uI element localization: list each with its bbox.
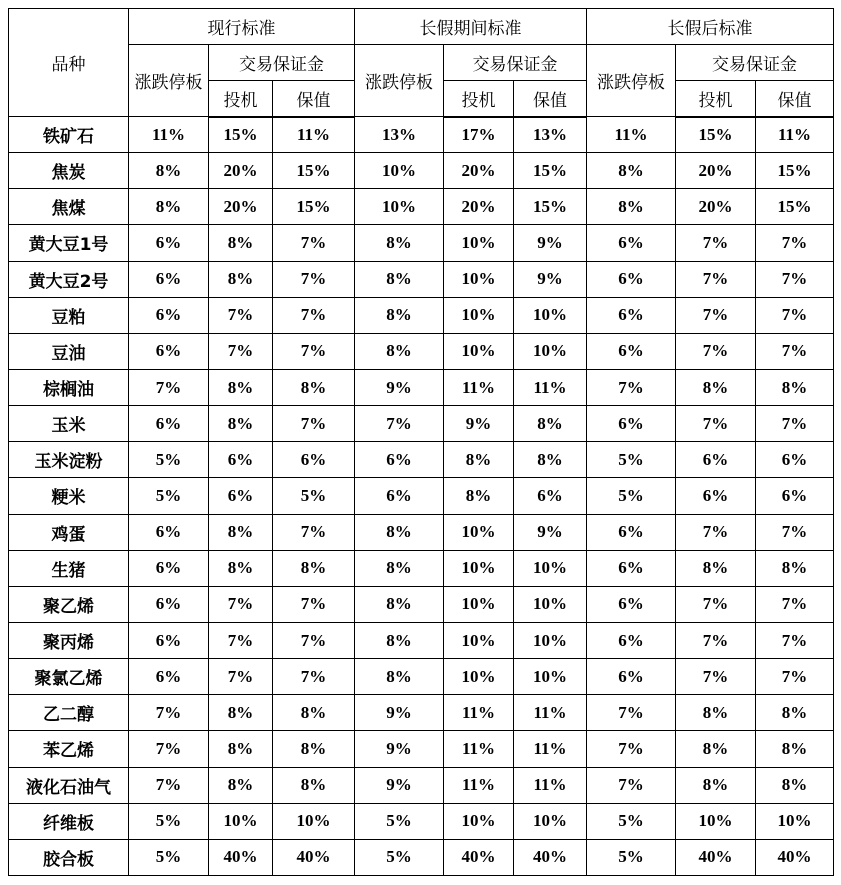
cell-holiday-hedge: 10% xyxy=(514,803,587,839)
cell-current-hedge: 7% xyxy=(273,225,355,261)
variety-name: 纤维板 xyxy=(9,803,129,839)
cell-post-spec: 10% xyxy=(676,803,756,839)
cell-holiday-limit: 8% xyxy=(355,586,444,622)
cell-post-hedge: 7% xyxy=(756,333,834,369)
cell-post-hedge: 8% xyxy=(756,767,834,803)
header-spec-current: 投机 xyxy=(209,81,273,117)
cell-holiday-spec: 17% xyxy=(444,117,514,153)
cell-current-limit: 6% xyxy=(129,261,209,297)
table-row xyxy=(9,225,834,261)
cell-post-spec: 7% xyxy=(676,333,756,369)
cell-holiday-spec: 8% xyxy=(444,442,514,478)
cell-post-spec: 7% xyxy=(676,225,756,261)
cell-holiday-spec: 11% xyxy=(444,731,514,767)
table-header xyxy=(9,9,834,117)
variety-name: 焦炭 xyxy=(9,153,129,189)
header-variety: 品种 xyxy=(9,9,129,117)
cell-current-limit: 7% xyxy=(129,369,209,405)
cell-current-limit: 6% xyxy=(129,225,209,261)
cell-holiday-spec: 10% xyxy=(444,297,514,333)
header-spec-post: 投机 xyxy=(676,81,756,117)
cell-post-hedge: 8% xyxy=(756,550,834,586)
header-margin-current: 交易保证金 xyxy=(209,45,355,81)
cell-holiday-spec: 10% xyxy=(444,333,514,369)
cell-post-spec: 6% xyxy=(676,478,756,514)
cell-post-hedge: 7% xyxy=(756,225,834,261)
table-row xyxy=(9,297,834,333)
cell-current-limit: 5% xyxy=(129,839,209,875)
cell-post-spec: 8% xyxy=(676,731,756,767)
cell-current-limit: 6% xyxy=(129,297,209,333)
cell-holiday-limit: 9% xyxy=(355,731,444,767)
cell-post-limit: 5% xyxy=(587,442,676,478)
cell-holiday-spec: 11% xyxy=(444,695,514,731)
cell-current-limit: 7% xyxy=(129,767,209,803)
table-row xyxy=(9,622,834,658)
cell-current-spec: 6% xyxy=(209,478,273,514)
cell-current-limit: 5% xyxy=(129,442,209,478)
table-row xyxy=(9,550,834,586)
variety-name: 玉米淀粉 xyxy=(9,442,129,478)
cell-current-spec: 7% xyxy=(209,586,273,622)
cell-holiday-spec: 10% xyxy=(444,622,514,658)
table-row xyxy=(9,153,834,189)
cell-current-spec: 20% xyxy=(209,189,273,225)
cell-post-spec: 7% xyxy=(676,261,756,297)
cell-current-hedge: 7% xyxy=(273,297,355,333)
table-row xyxy=(9,406,834,442)
cell-current-spec: 8% xyxy=(209,695,273,731)
cell-current-spec: 8% xyxy=(209,514,273,550)
cell-holiday-spec: 20% xyxy=(444,153,514,189)
header-group-current: 现行标准 xyxy=(129,9,355,45)
cell-post-hedge: 40% xyxy=(756,839,834,875)
variety-name: 玉米 xyxy=(9,406,129,442)
variety-name: 棕榈油 xyxy=(9,369,129,405)
cell-holiday-limit: 8% xyxy=(355,297,444,333)
cell-post-limit: 6% xyxy=(587,622,676,658)
cell-post-limit: 6% xyxy=(587,261,676,297)
cell-current-hedge: 7% xyxy=(273,514,355,550)
cell-holiday-limit: 13% xyxy=(355,117,444,153)
cell-holiday-spec: 8% xyxy=(444,478,514,514)
cell-holiday-hedge: 8% xyxy=(514,442,587,478)
cell-post-limit: 7% xyxy=(587,767,676,803)
cell-current-hedge: 7% xyxy=(273,622,355,658)
cell-current-limit: 7% xyxy=(129,695,209,731)
cell-post-hedge: 7% xyxy=(756,261,834,297)
cell-current-hedge: 15% xyxy=(273,153,355,189)
cell-current-limit: 8% xyxy=(129,153,209,189)
cell-current-spec: 40% xyxy=(209,839,273,875)
cell-holiday-limit: 8% xyxy=(355,622,444,658)
variety-name: 铁矿石 xyxy=(9,117,129,153)
cell-holiday-spec: 40% xyxy=(444,839,514,875)
cell-current-hedge: 11% xyxy=(273,117,355,153)
cell-current-spec: 8% xyxy=(209,731,273,767)
cell-holiday-spec: 10% xyxy=(444,659,514,695)
cell-current-spec: 8% xyxy=(209,369,273,405)
cell-holiday-spec: 10% xyxy=(444,514,514,550)
cell-post-hedge: 7% xyxy=(756,297,834,333)
cell-post-spec: 8% xyxy=(676,369,756,405)
table-row xyxy=(9,803,834,839)
cell-post-hedge: 6% xyxy=(756,442,834,478)
cell-post-limit: 7% xyxy=(587,369,676,405)
header-group-post-holiday: 长假后标准 xyxy=(587,9,834,45)
cell-current-spec: 10% xyxy=(209,803,273,839)
cell-post-limit: 6% xyxy=(587,659,676,695)
cell-holiday-hedge: 10% xyxy=(514,550,587,586)
cell-current-hedge: 7% xyxy=(273,586,355,622)
cell-current-limit: 7% xyxy=(129,731,209,767)
cell-post-limit: 8% xyxy=(587,189,676,225)
cell-holiday-limit: 9% xyxy=(355,695,444,731)
cell-post-spec: 8% xyxy=(676,695,756,731)
cell-holiday-limit: 6% xyxy=(355,442,444,478)
cell-current-hedge: 10% xyxy=(273,803,355,839)
cell-post-spec: 8% xyxy=(676,550,756,586)
cell-current-spec: 8% xyxy=(209,406,273,442)
cell-post-limit: 6% xyxy=(587,514,676,550)
cell-holiday-limit: 10% xyxy=(355,189,444,225)
cell-current-hedge: 7% xyxy=(273,406,355,442)
cell-post-hedge: 7% xyxy=(756,406,834,442)
table-row xyxy=(9,586,834,622)
table-row xyxy=(9,767,834,803)
cell-holiday-hedge: 10% xyxy=(514,333,587,369)
cell-holiday-spec: 10% xyxy=(444,803,514,839)
variety-name: 聚丙烯 xyxy=(9,622,129,658)
cell-post-limit: 5% xyxy=(587,803,676,839)
cell-holiday-spec: 11% xyxy=(444,369,514,405)
cell-holiday-hedge: 11% xyxy=(514,695,587,731)
cell-holiday-spec: 10% xyxy=(444,550,514,586)
cell-current-limit: 6% xyxy=(129,659,209,695)
table-row xyxy=(9,839,834,875)
cell-holiday-limit: 5% xyxy=(355,839,444,875)
cell-current-limit: 11% xyxy=(129,117,209,153)
cell-post-limit: 6% xyxy=(587,550,676,586)
table-row xyxy=(9,189,834,225)
table-row xyxy=(9,514,834,550)
cell-current-hedge: 5% xyxy=(273,478,355,514)
cell-holiday-limit: 8% xyxy=(355,261,444,297)
header-limit-post: 涨跌停板 xyxy=(587,45,676,117)
table-row xyxy=(9,261,834,297)
variety-name: 苯乙烯 xyxy=(9,731,129,767)
cell-post-limit: 6% xyxy=(587,586,676,622)
cell-holiday-hedge: 11% xyxy=(514,369,587,405)
variety-name: 乙二醇 xyxy=(9,695,129,731)
cell-current-hedge: 6% xyxy=(273,442,355,478)
variety-name: 鸡蛋 xyxy=(9,514,129,550)
cell-post-limit: 8% xyxy=(587,153,676,189)
cell-post-limit: 11% xyxy=(587,117,676,153)
cell-current-hedge: 40% xyxy=(273,839,355,875)
table-row xyxy=(9,731,834,767)
variety-name: 胶合板 xyxy=(9,839,129,875)
header-hedge-current: 保值 xyxy=(273,81,355,117)
cell-post-spec: 8% xyxy=(676,767,756,803)
header-limit-holiday: 涨跌停板 xyxy=(355,45,444,117)
cell-current-spec: 8% xyxy=(209,261,273,297)
cell-current-limit: 6% xyxy=(129,333,209,369)
header-hedge-post: 保值 xyxy=(756,81,834,117)
cell-current-spec: 7% xyxy=(209,297,273,333)
header-margin-holiday: 交易保证金 xyxy=(444,45,587,81)
cell-holiday-hedge: 10% xyxy=(514,622,587,658)
variety-name: 粳米 xyxy=(9,478,129,514)
cell-holiday-limit: 6% xyxy=(355,478,444,514)
cell-post-hedge: 8% xyxy=(756,369,834,405)
cell-current-spec: 7% xyxy=(209,333,273,369)
cell-current-limit: 5% xyxy=(129,803,209,839)
cell-post-limit: 5% xyxy=(587,839,676,875)
cell-post-spec: 15% xyxy=(676,117,756,153)
cell-holiday-limit: 8% xyxy=(355,225,444,261)
cell-holiday-hedge: 11% xyxy=(514,767,587,803)
cell-current-spec: 7% xyxy=(209,622,273,658)
cell-post-limit: 6% xyxy=(587,333,676,369)
cell-holiday-limit: 10% xyxy=(355,153,444,189)
header-hedge-holiday: 保值 xyxy=(514,81,587,117)
cell-post-hedge: 7% xyxy=(756,659,834,695)
cell-holiday-limit: 7% xyxy=(355,406,444,442)
cell-current-hedge: 7% xyxy=(273,261,355,297)
cell-holiday-spec: 20% xyxy=(444,189,514,225)
cell-holiday-hedge: 11% xyxy=(514,731,587,767)
variety-name: 焦煤 xyxy=(9,189,129,225)
cell-holiday-spec: 11% xyxy=(444,767,514,803)
cell-current-hedge: 7% xyxy=(273,659,355,695)
cell-current-spec: 7% xyxy=(209,659,273,695)
cell-post-hedge: 8% xyxy=(756,731,834,767)
cell-current-limit: 6% xyxy=(129,550,209,586)
cell-holiday-limit: 5% xyxy=(355,803,444,839)
cell-post-limit: 7% xyxy=(587,731,676,767)
cell-current-limit: 6% xyxy=(129,406,209,442)
cell-post-limit: 5% xyxy=(587,478,676,514)
header-limit-current: 涨跌停板 xyxy=(129,45,209,117)
cell-post-spec: 7% xyxy=(676,406,756,442)
cell-holiday-hedge: 8% xyxy=(514,406,587,442)
variety-name: 生猪 xyxy=(9,550,129,586)
cell-post-hedge: 7% xyxy=(756,622,834,658)
margin-table xyxy=(8,8,834,876)
header-group-holiday: 长假期间标准 xyxy=(355,9,587,45)
cell-post-limit: 7% xyxy=(587,695,676,731)
cell-holiday-spec: 10% xyxy=(444,261,514,297)
cell-post-hedge: 6% xyxy=(756,478,834,514)
cell-post-limit: 6% xyxy=(587,297,676,333)
cell-holiday-hedge: 10% xyxy=(514,659,587,695)
cell-holiday-hedge: 9% xyxy=(514,514,587,550)
table-row xyxy=(9,333,834,369)
cell-current-hedge: 8% xyxy=(273,550,355,586)
cell-holiday-hedge: 15% xyxy=(514,189,587,225)
table-row xyxy=(9,369,834,405)
variety-name: 聚乙烯 xyxy=(9,586,129,622)
cell-post-spec: 7% xyxy=(676,659,756,695)
cell-holiday-spec: 10% xyxy=(444,225,514,261)
variety-name: 黄大豆1号 xyxy=(9,225,129,261)
cell-holiday-hedge: 10% xyxy=(514,586,587,622)
cell-holiday-limit: 8% xyxy=(355,550,444,586)
cell-holiday-limit: 8% xyxy=(355,514,444,550)
table-row xyxy=(9,117,834,153)
variety-name: 豆油 xyxy=(9,333,129,369)
cell-current-spec: 20% xyxy=(209,153,273,189)
cell-current-hedge: 8% xyxy=(273,369,355,405)
header-spec-holiday: 投机 xyxy=(444,81,514,117)
cell-current-limit: 6% xyxy=(129,514,209,550)
cell-current-hedge: 8% xyxy=(273,731,355,767)
cell-post-limit: 6% xyxy=(587,225,676,261)
cell-current-limit: 8% xyxy=(129,189,209,225)
variety-name: 聚氯乙烯 xyxy=(9,659,129,695)
cell-current-limit: 5% xyxy=(129,478,209,514)
cell-current-spec: 8% xyxy=(209,550,273,586)
variety-name: 液化石油气 xyxy=(9,767,129,803)
cell-current-spec: 6% xyxy=(209,442,273,478)
cell-post-spec: 7% xyxy=(676,622,756,658)
cell-holiday-limit: 8% xyxy=(355,659,444,695)
cell-post-hedge: 7% xyxy=(756,514,834,550)
cell-current-hedge: 7% xyxy=(273,333,355,369)
cell-post-spec: 7% xyxy=(676,297,756,333)
cell-post-hedge: 10% xyxy=(756,803,834,839)
cell-current-spec: 8% xyxy=(209,767,273,803)
cell-holiday-hedge: 6% xyxy=(514,478,587,514)
table-row xyxy=(9,442,834,478)
cell-current-hedge: 8% xyxy=(273,695,355,731)
cell-current-spec: 15% xyxy=(209,117,273,153)
cell-post-spec: 20% xyxy=(676,189,756,225)
cell-holiday-spec: 9% xyxy=(444,406,514,442)
cell-post-hedge: 8% xyxy=(756,695,834,731)
cell-holiday-hedge: 9% xyxy=(514,225,587,261)
cell-current-spec: 8% xyxy=(209,225,273,261)
cell-post-spec: 7% xyxy=(676,586,756,622)
cell-holiday-hedge: 9% xyxy=(514,261,587,297)
cell-post-limit: 6% xyxy=(587,406,676,442)
cell-post-hedge: 15% xyxy=(756,153,834,189)
header-margin-post: 交易保证金 xyxy=(676,45,834,81)
table-row xyxy=(9,695,834,731)
cell-holiday-spec: 10% xyxy=(444,586,514,622)
cell-current-hedge: 15% xyxy=(273,189,355,225)
cell-post-hedge: 11% xyxy=(756,117,834,153)
cell-current-limit: 6% xyxy=(129,622,209,658)
cell-post-spec: 6% xyxy=(676,442,756,478)
cell-holiday-hedge: 13% xyxy=(514,117,587,153)
cell-holiday-limit: 9% xyxy=(355,767,444,803)
variety-name: 豆粕 xyxy=(9,297,129,333)
cell-post-spec: 40% xyxy=(676,839,756,875)
cell-current-hedge: 8% xyxy=(273,767,355,803)
cell-current-limit: 6% xyxy=(129,586,209,622)
cell-holiday-limit: 9% xyxy=(355,369,444,405)
cell-holiday-hedge: 15% xyxy=(514,153,587,189)
cell-holiday-hedge: 40% xyxy=(514,839,587,875)
cell-post-spec: 7% xyxy=(676,514,756,550)
cell-holiday-limit: 8% xyxy=(355,333,444,369)
variety-name: 黄大豆2号 xyxy=(9,261,129,297)
table-body xyxy=(9,117,834,876)
table-row xyxy=(9,659,834,695)
cell-post-hedge: 7% xyxy=(756,586,834,622)
cell-post-hedge: 15% xyxy=(756,189,834,225)
cell-holiday-hedge: 10% xyxy=(514,297,587,333)
cell-post-spec: 20% xyxy=(676,153,756,189)
table-row xyxy=(9,478,834,514)
